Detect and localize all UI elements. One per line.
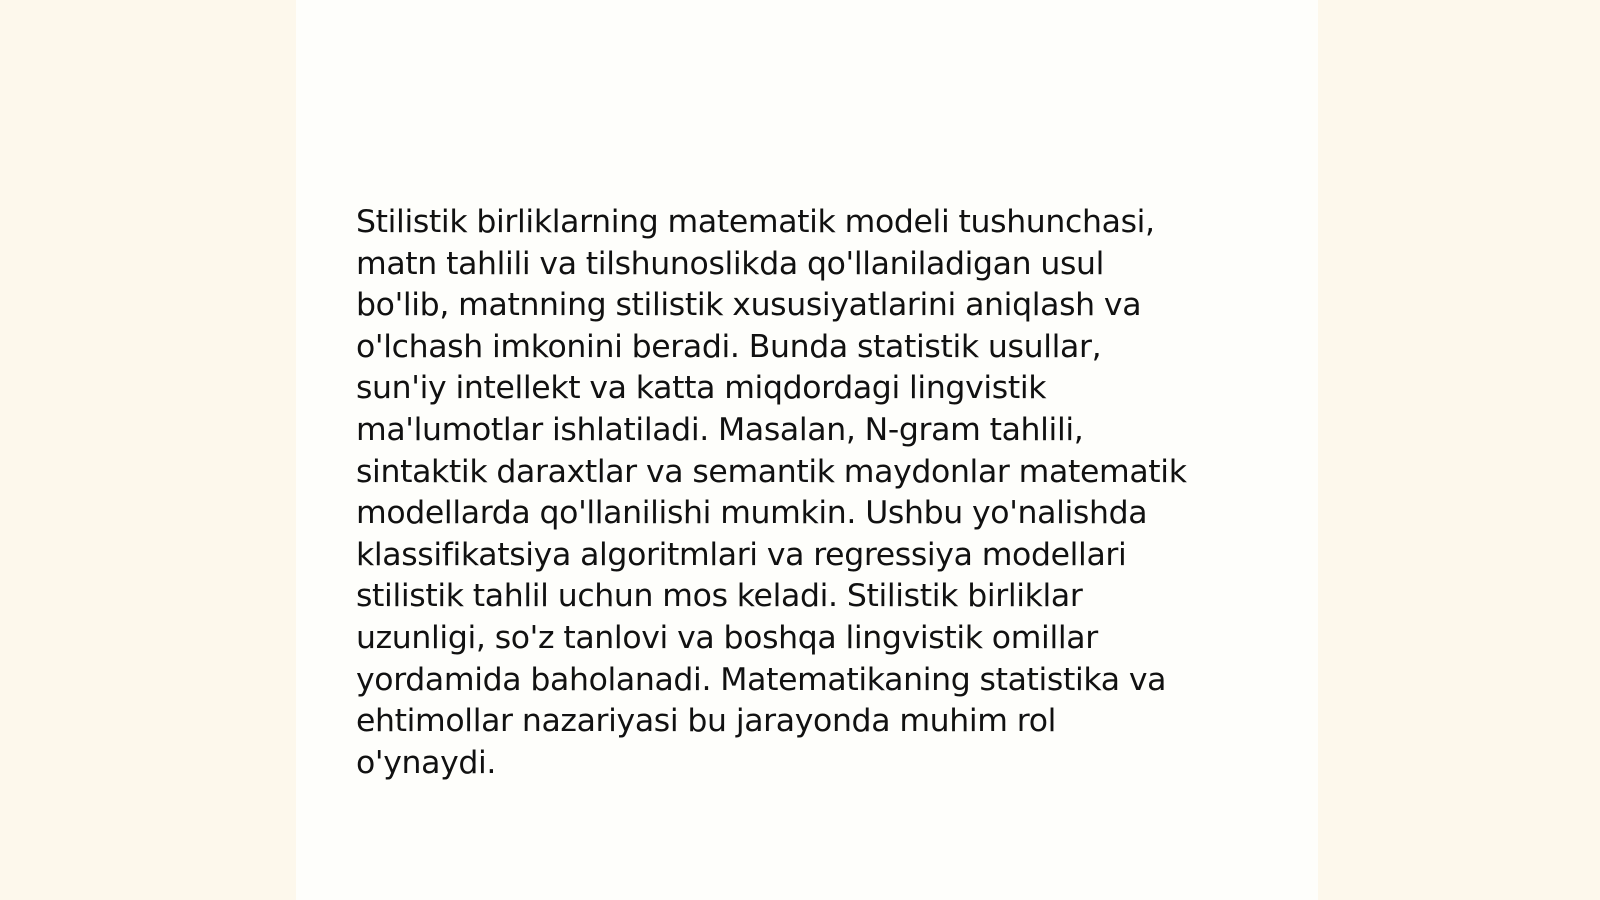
paragraph-line: klassifikatsiya algoritmlari va regressiya modellari <box>356 536 1127 573</box>
paragraph-line: yordamida baholanadi. Matematikaning statistika va <box>356 661 1167 698</box>
paragraph-line: sintaktik daraxtlar va semantik maydonlar matematik <box>356 453 1187 490</box>
paragraph-line: uzunligi, so'z tanlovi va boshqa lingvistik omillar <box>356 619 1098 656</box>
paragraph-line: o'lchash imkonini beradi. Bunda statistik usullar, <box>356 328 1102 365</box>
paragraph-line: o'ynaydi. <box>356 744 497 781</box>
paragraph-line: stilistik tahlil uchun mos keladi. Stilistik birliklar <box>356 578 1083 615</box>
paragraph-line: ehtimollar nazariyasi bu jarayonda muhim rol <box>356 703 1057 740</box>
paragraph-line: matn tahlili va tilshunoslikda qo'llaniladigan usul <box>356 245 1105 282</box>
paragraph-line: modellarda qo'llanilishi mumkin. Ushbu yo'nalishda <box>356 495 1148 532</box>
paragraph-line: ma'lumotlar ishlatiladi. Masalan, N-gram tahlili, <box>356 411 1084 448</box>
document-page <box>296 0 1318 900</box>
body-paragraph <box>356 202 1246 784</box>
paragraph-line: Stilistik birliklarning matematik modeli tushunchasi, <box>356 204 1155 240</box>
paragraph-line: bo'lib, matnning stilistik xususiyatlarini aniqlash va <box>356 287 1142 324</box>
paragraph-line: sun'iy intellekt va katta miqdordagi lingvistik <box>356 370 1047 407</box>
